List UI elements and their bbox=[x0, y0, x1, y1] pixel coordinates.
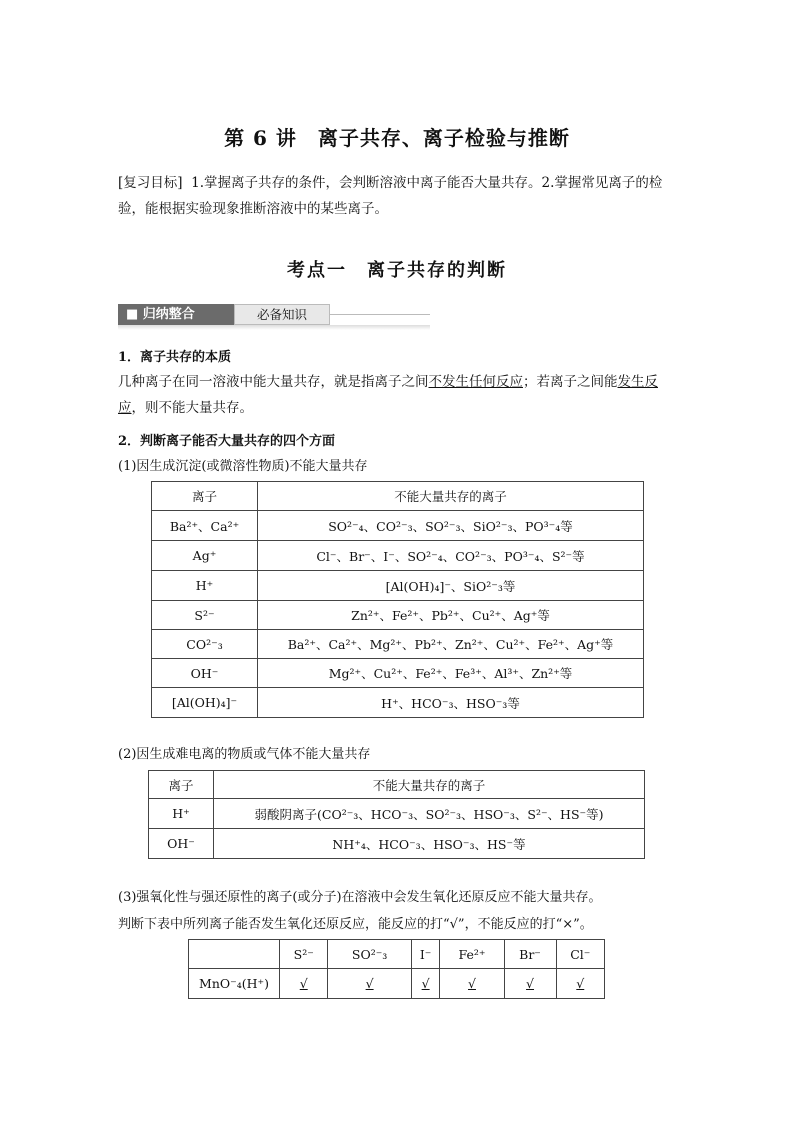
col-header: I⁻ bbox=[411, 940, 440, 969]
row-label: MnO⁻₄(H⁺) bbox=[189, 969, 280, 999]
table-row bbox=[152, 659, 644, 688]
table-header bbox=[189, 940, 605, 969]
ion-cell: S²⁻ bbox=[152, 601, 258, 630]
ion-cell: Ba²⁺、Ca²⁺ bbox=[152, 511, 258, 541]
banner-sub: 必备知识 bbox=[234, 304, 330, 325]
ion-cell: OH⁻ bbox=[152, 659, 258, 688]
col-ion: 离子 bbox=[149, 771, 214, 799]
section-banner bbox=[118, 304, 430, 326]
review-objectives bbox=[118, 170, 680, 222]
s2-sub3: (3)强氧化性与强还原性的离子(或分子)在溶液中会发生氧化还原反应不能大量共存。 bbox=[118, 890, 602, 905]
col-header: SO²⁻₃ bbox=[328, 940, 411, 969]
table-row bbox=[149, 829, 645, 859]
banner-shadow bbox=[118, 325, 430, 330]
ion-cell: H⁺ bbox=[152, 571, 258, 601]
table-row bbox=[152, 541, 644, 571]
precipitate-table bbox=[151, 481, 644, 718]
corner-cell bbox=[189, 940, 280, 969]
s2-sub3b: 判断下表中所列离子能否发生氧化还原反应，能反应的打“√”，不能反应的打“×”。 bbox=[118, 917, 593, 932]
list-cell: Cl⁻、Br⁻、I⁻、SO²⁻₄、CO²⁻₃、PO³⁻₄、S²⁻等 bbox=[258, 541, 644, 571]
answer-mark: √ bbox=[468, 976, 476, 991]
s1-answer-1: 不发生任何反应 bbox=[428, 374, 523, 390]
s1-answer-2: 发生反 bbox=[617, 374, 658, 390]
table-header bbox=[152, 482, 644, 511]
s1-paragraph bbox=[118, 369, 680, 421]
ion-cell: H⁺ bbox=[149, 799, 214, 829]
s1-heading: 1．离子共存的本质 bbox=[118, 350, 232, 365]
table-row bbox=[152, 511, 644, 541]
col-header: Br⁻ bbox=[504, 940, 556, 969]
list-cell: [Al(OH)₄]⁻、SiO²⁻₃等 bbox=[258, 571, 644, 601]
answer-mark: √ bbox=[576, 976, 585, 991]
list-cell: NH⁺₄、HCO⁻₃、HSO⁻₃、HS⁻等 bbox=[214, 829, 645, 859]
table-row bbox=[152, 630, 644, 659]
table-row bbox=[149, 799, 645, 829]
answer-mark: √ bbox=[421, 976, 430, 991]
answer-mark: √ bbox=[365, 976, 374, 991]
col-header: Fe²⁺ bbox=[440, 940, 504, 969]
s1-text-b: ；若离子之间能 bbox=[523, 374, 618, 390]
review-tag: [复习目标] bbox=[118, 175, 183, 191]
ion-cell: Ag⁺ bbox=[152, 541, 258, 571]
ion-cell: CO²⁻₃ bbox=[152, 630, 258, 659]
table-row bbox=[189, 969, 605, 999]
banner-rule bbox=[330, 314, 430, 315]
redox-table bbox=[188, 939, 605, 999]
ion-cell: [Al(OH)₄]⁻ bbox=[152, 688, 258, 718]
page-title: 第 6 讲 离子共存、离子检验与推断 bbox=[224, 126, 570, 150]
s1-text-c: ，则不能大量共存。 bbox=[131, 400, 253, 416]
list-cell: SO²⁻₄、CO²⁻₃、SO²⁻₃、SiO²⁻₃、PO³⁻₄等 bbox=[258, 511, 644, 541]
col-header: Cl⁻ bbox=[556, 940, 604, 969]
list-cell: Zn²⁺、Fe²⁺、Pb²⁺、Cu²⁺、Ag⁺等 bbox=[258, 601, 644, 630]
section-title: 考点一 离子共存的判断 bbox=[287, 260, 507, 281]
table-row bbox=[152, 571, 644, 601]
s2-sub1: (1)因生成沉淀(或微溶性物质)不能大量共存 bbox=[118, 459, 368, 474]
list-cell: 弱酸阴离子(CO²⁻₃、HCO⁻₃、SO²⁻₃、HSO⁻₃、S²⁻、HS⁻等) bbox=[214, 799, 645, 829]
list-cell: Mg²⁺、Cu²⁺、Fe²⁺、Fe³⁺、Al³⁺、Zn²⁺等 bbox=[258, 659, 644, 688]
list-cell: H⁺、HCO⁻₃、HSO⁻₃等 bbox=[258, 688, 644, 718]
review-line2: 验，能根据实验现象推断溶液中的某些离子。 bbox=[118, 201, 388, 217]
s2-sub2: (2)因生成难电离的物质或气体不能大量共存 bbox=[118, 747, 371, 762]
weak-electrolyte-table bbox=[148, 770, 645, 859]
col-incompatible: 不能大量共存的离子 bbox=[214, 771, 645, 799]
answer-mark: √ bbox=[526, 976, 535, 991]
col-incompatible: 不能大量共存的离子 bbox=[258, 482, 644, 511]
s1-text-a: 几种离子在同一溶液中能大量共存，就是指离子之间 bbox=[118, 374, 429, 390]
list-cell: Ba²⁺、Ca²⁺、Mg²⁺、Pb²⁺、Zn²⁺、Cu²⁺、Fe²⁺、Ag⁺等 bbox=[258, 630, 644, 659]
s1-answer-2-cont: 应 bbox=[118, 400, 132, 416]
ion-cell: OH⁻ bbox=[149, 829, 214, 859]
review-line1: 1.掌握离子共存的条件，会判断溶液中离子能否大量共存。2.掌握常见离子的检 bbox=[191, 175, 663, 191]
table-header bbox=[149, 771, 645, 799]
col-ion: 离子 bbox=[152, 482, 258, 511]
banner-main: ■ 归纳整合 bbox=[118, 304, 234, 325]
s2-heading: 2．判断离子能否大量共存的四个方面 bbox=[118, 434, 336, 449]
col-header: S²⁻ bbox=[280, 940, 328, 969]
table-row bbox=[152, 601, 644, 630]
answer-mark: √ bbox=[299, 976, 308, 991]
table-row bbox=[152, 688, 644, 718]
